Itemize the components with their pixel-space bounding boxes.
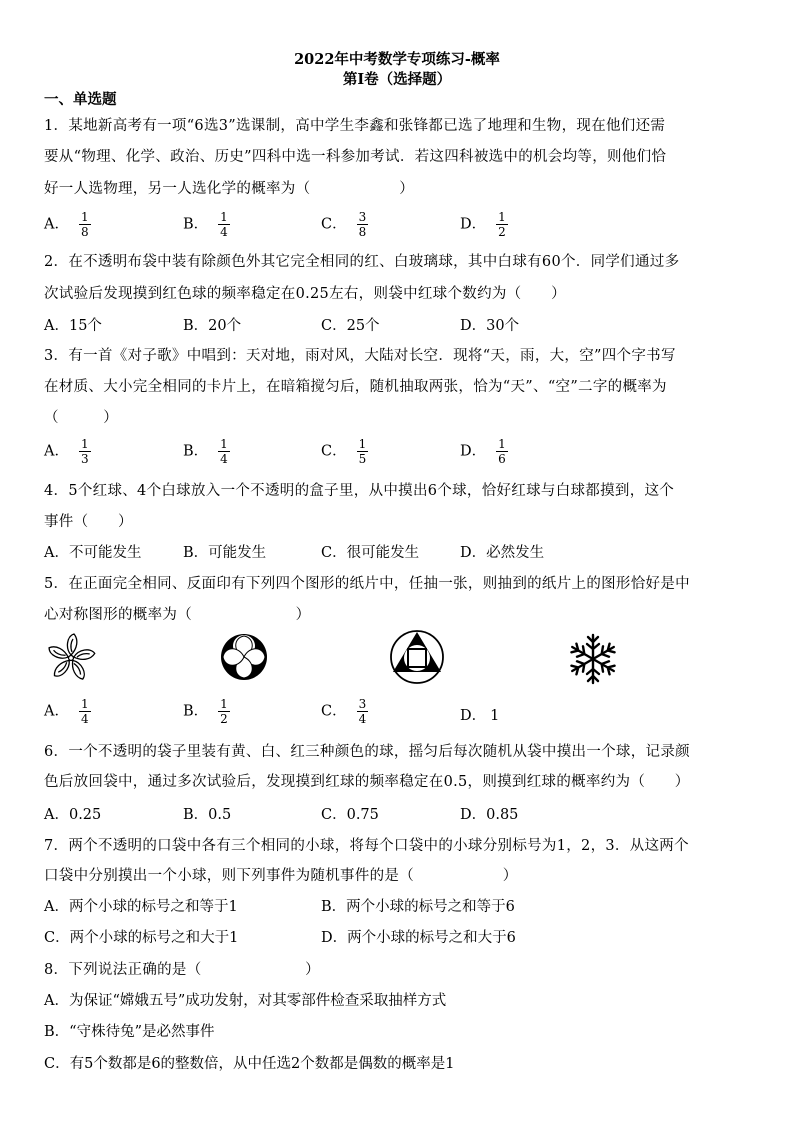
- q1-line-1: 1．某地新高考有一项“6选3”选课制，高中学生李鑫和张锋都已选了地理和生物，现在他们还需: [44, 118, 666, 134]
- four-petal-circle-icon: [219, 632, 269, 682]
- q8-line-1: 8．下列说法正确的是（ ）: [44, 962, 320, 978]
- q5-option-b: B． $\frac{1}{2}$: [183, 697, 228, 726]
- q4-option-a: A．不可能发生: [44, 545, 142, 561]
- q3-option-c: C． $\frac{1}{5}$: [321, 437, 367, 466]
- q7-option-c: C．两个小球的标号之和大于1: [44, 930, 239, 946]
- q6-line-1: 6．一个不透明的袋子里装有黄、白、红三种颜色的球，摇匀后每次随机从袋中摸出一个球，记录颜: [44, 744, 690, 760]
- q4-option-d: D．必然发生: [460, 545, 545, 561]
- q6-option-b: B．0.5: [183, 807, 232, 823]
- q3-option-a: A． $\frac{1}{3}$: [44, 437, 89, 466]
- q6-option-c: C．0.75: [321, 807, 379, 823]
- q4-line-2: 事件（ ）: [44, 514, 133, 530]
- q1-option-c: C． $\frac{3}{8}$: [321, 210, 367, 239]
- q7-option-d: D．两个小球的标号之和大于6: [321, 930, 516, 946]
- q2-option-a: A．15个: [44, 318, 102, 334]
- q2-option-b: B．20个: [183, 318, 242, 334]
- q2-line-1: 2．在不透明布袋中装有除颜色外其它完全相同的红、白玻璃球，其中白球有60个．同学们通过多: [44, 254, 680, 270]
- exam-subtitle: 第Ⅰ卷（选择题）: [342, 71, 452, 88]
- q6-line-2: 色后放回袋中，通过多次试验后，发现摸到红球的频率稳定在0.5，则摸到红球的概率约为（ ）: [44, 774, 690, 790]
- snowflake-icon: [566, 632, 620, 686]
- q7-option-a: A．两个小球的标号之和等于1: [44, 899, 238, 915]
- q2-line-2: 次试验后发现摸到红色球的频率稳定在0.25左右，则袋中红球个数约为（ ）: [44, 286, 566, 302]
- section-heading: 一、单选题: [44, 91, 117, 108]
- q7-option-b: B．两个小球的标号之和等于6: [321, 899, 515, 915]
- q7-line-1: 7．两个不透明的口袋中各有三个相同的小球，将每个口袋中的小球分别标号为1，2，3．从这两个: [44, 838, 689, 854]
- exam-title: 2022年中考数学专项练习-概率: [294, 51, 500, 68]
- q4-option-c: C．很可能发生: [321, 545, 420, 561]
- q1-option-a: A． $\frac{1}{8}$: [44, 210, 89, 239]
- q7-line-2: 口袋中分别摸出一个小球，则下列事件为随机事件的是（ ）: [44, 868, 518, 884]
- q1-option-b: B． $\frac{1}{4}$: [183, 210, 228, 239]
- triangle-square-circle-icon: [389, 629, 445, 685]
- q5-option-d: D． 1: [460, 708, 500, 724]
- q3-option-b: B． $\frac{1}{4}$: [183, 437, 228, 466]
- q6-option-d: D．0.85: [460, 807, 519, 823]
- q8-option-a: A．为保证“嫦娥五号”成功发射，对其零部件检查采取抽样方式: [44, 993, 447, 1009]
- q3-line-1: 3．有一首《对子歌》中唱到：天对地，雨对风，大陆对长空．现将“天，雨，大，空”四个字书写: [44, 348, 676, 364]
- q6-option-a: A．0.25: [44, 807, 102, 823]
- q4-option-b: B．可能发生: [183, 545, 267, 561]
- q1-option-d: D． $\frac{1}{2}$: [460, 210, 506, 239]
- q5-line-1: 5．在正面完全相同、反面印有下列四个图形的纸片中，任抽一张，则抽到的纸片上的图形恰好是中: [44, 576, 690, 592]
- q5-option-a: A． $\frac{1}{4}$: [44, 697, 89, 726]
- q4-line-1: 4．5个红球、4个白球放入一个不透明的盒子里，从中摸出6个球，恰好红球与白球都摸到，这个: [44, 483, 675, 499]
- q2-option-c: C．25个: [321, 318, 380, 334]
- q8-option-b: B．“守株待兔”是必然事件: [44, 1024, 215, 1040]
- q5-option-c: C． $\frac{3}{4}$: [321, 697, 367, 726]
- q5-line-2: 心对称图形的概率为（ ）: [44, 607, 311, 623]
- q3-option-d: D． $\frac{1}{6}$: [460, 437, 506, 466]
- q1-line-2: 要从“物理、化学、政治、历史”四科中选一科参加考试．若这四科被选中的机会均等，则他们恰: [44, 149, 667, 165]
- flower-icon: [46, 631, 96, 685]
- q3-line-3: （ ）: [44, 410, 118, 426]
- q8-option-c: C．有5个数都是6的整数倍，从中任选2个数都是偶数的概率是1: [44, 1056, 455, 1072]
- q2-option-d: D．30个: [460, 318, 520, 334]
- q3-line-2: 在材质、大小完全相同的卡片上，在暗箱搅匀后，随机抽取两张，恰为“天”、“空”二字的概率为: [44, 379, 667, 395]
- q1-line-3: 好一人选物理，另一人选化学的概率为（ ）: [44, 181, 414, 197]
